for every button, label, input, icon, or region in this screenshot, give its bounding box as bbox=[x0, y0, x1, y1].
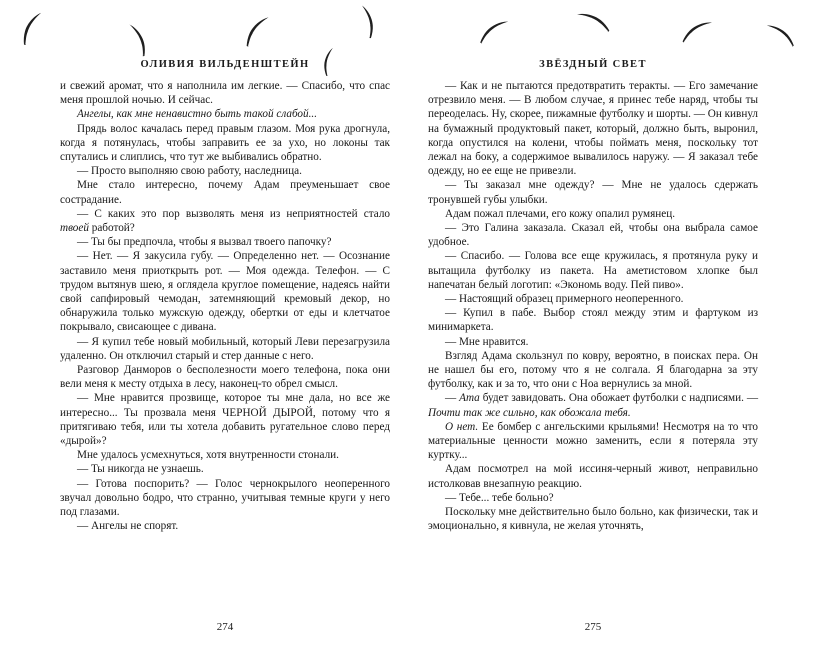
paragraph: — Ты бы предпочла, чтобы я вызвал твоего папочку? bbox=[77, 236, 332, 249]
page-right bbox=[428, 0, 758, 661]
feather-icon bbox=[764, 20, 796, 52]
paragraph: — Ангелы не спорят. bbox=[77, 520, 179, 533]
paragraph: — Ты никогда не узнаешь. bbox=[77, 463, 204, 476]
paragraph: — Мне нравится прозвище, которое ты мне дала, но все же интересно... Ты прозвала меня ЧЕРНОЙ ДЫРОЙ, потому что я притягиваю тебя, или ты хотела добавить ругательное слово перед «дырой»? bbox=[60, 392, 390, 448]
paragraph: — Я купил тебе новый мобильный, который Леви перезагрузила удаленно. Он отключил старый и стер данные с него. bbox=[60, 335, 390, 362]
page-number: 274 bbox=[216, 621, 234, 633]
page-left bbox=[60, 0, 390, 661]
paragraph: — Ты заказал мне одежду? — Мне не удалось сдержать тронувшей губы улыбки. bbox=[428, 179, 758, 206]
paragraph: Поскольку мне действительно было больно, как физически, так и эмоционально, я кивнула, не желая уточнять, bbox=[428, 506, 758, 533]
paragraph: Мне удалось усмехнуться, хотя внутренности стонали. bbox=[77, 449, 339, 462]
paragraph: — Как и не пытаются предотвратить теракты. — Его замечание отрезвило меня. — В любом случае, я принес тебе наряд, чтобы ты переоделась. Ну, скорее, пижамные футболку и шорты. — Он кивнул на бумажный продуктовый пакет, который, должно быть, выронил, когда опустился на колени, чтобы поймать меня, поскольку тот лежал на боку, а содержимое вывалилось наружу. — Я заказал тебе одежду, но ее еще не привезли. bbox=[428, 80, 758, 178]
page-text bbox=[60, 79, 390, 534]
paragraph: и свежий аромат, что я наполнила им легкие. — Спасибо, что спас меня прошлой ночью. И сейчас. bbox=[60, 80, 390, 107]
paragraph: Ангелы, как мне ненавистно быть такой слабой... bbox=[77, 108, 318, 121]
paragraph: Адам пожал плечами, его кожу опалил румянец. bbox=[445, 207, 676, 220]
paragraph: — Готова поспорить? — Голос чернокрылого неоперенного звучал довольно бодро, что странно, учитывая темные круги у него под глазами. bbox=[60, 477, 390, 519]
paragraph: Разговор Данморов о бесполезности моего телефона, пока они вели меня к месту отдыха в лесу, наконец-то обрел смысл. bbox=[60, 364, 390, 391]
paragraph: — Тебе... тебе больно? bbox=[445, 491, 554, 504]
page-number: 275 bbox=[584, 621, 602, 633]
running-header-author: ОЛИВИЯ ВИЛЬДЕНШТЕЙН bbox=[140, 59, 310, 70]
paragraph: — Просто выполняю свою работу, наследница. bbox=[77, 165, 302, 178]
paragraph: — Это Галина заказала. Сказал ей, чтобы она выбрала самое удобное. bbox=[428, 222, 758, 249]
paragraph: — Спасибо. — Голова все еще кружилась, я протянула руку и вытащила футболку из пакета. На аметистовом хлопке был напечатан белый логотип: «Экономь воду. Пей пиво». bbox=[428, 250, 758, 291]
paragraph: — Мне нравится. bbox=[445, 335, 529, 348]
paragraph: — С каких это пор вызволять меня из неприятностей стало твоей работой? bbox=[60, 207, 390, 235]
paragraph: — Ата будет завидовать. Она обожает футболки с надписями. — Почти так же сильно, как обожала тебя. bbox=[428, 392, 759, 419]
paragraph: Мне стало интересно, почему Адам преуменьшает свое сострадание. bbox=[60, 179, 390, 206]
paragraph: Прядь волос качалась перед правым глазом. Моя рука дрогнула, когда я потянулась, чтобы заправить ее за ухо, но локоны так спутались и слиплись, что тут же выбивались обратно. bbox=[60, 122, 390, 164]
feather-icon bbox=[15, 11, 52, 48]
paragraph: — Настоящий образец примерного неоперенного. bbox=[445, 293, 684, 306]
running-header-title: ЗВЁЗДНЫЙ СВЕТ bbox=[539, 59, 647, 70]
paragraph: Адам посмотрел на мой иссиня-черный живот, неправильно истолковав внезапную реакцию. bbox=[428, 463, 758, 490]
paragraph: О нет. Ее бомбер с ангельскими крыльями! Несмотря на то что материальные ценности можно заменить, если я потеряла эту куртку... bbox=[428, 420, 758, 462]
paragraph: — Нет. — Я закусила губу. — Определенно нет. — Осознание заставило меня приоткрыть рот. — Моя одежда. Телефон. — С трудом вытянув шею, я оглядела круглое помещение, надеясь найти свой сапфировый чемодан, затемняющий кремовый декор, но обнаружила только мужскую одежду, обертки от еды и клетчатое покрывало, свисающее с дивана. bbox=[60, 250, 390, 334]
page-text bbox=[428, 79, 758, 534]
paragraph: — Купил в пабе. Выбор стоял между этим и фартуком из минимаркета. bbox=[428, 307, 758, 334]
paragraph: Взгляд Адама скользнул по ковру, вероятно, в поисках пера. Он не нашел бы его, потому что я не солгала. Я благодарна за эту футболку, как и за то, что они с Ноа вернулись за мной. bbox=[428, 349, 758, 391]
